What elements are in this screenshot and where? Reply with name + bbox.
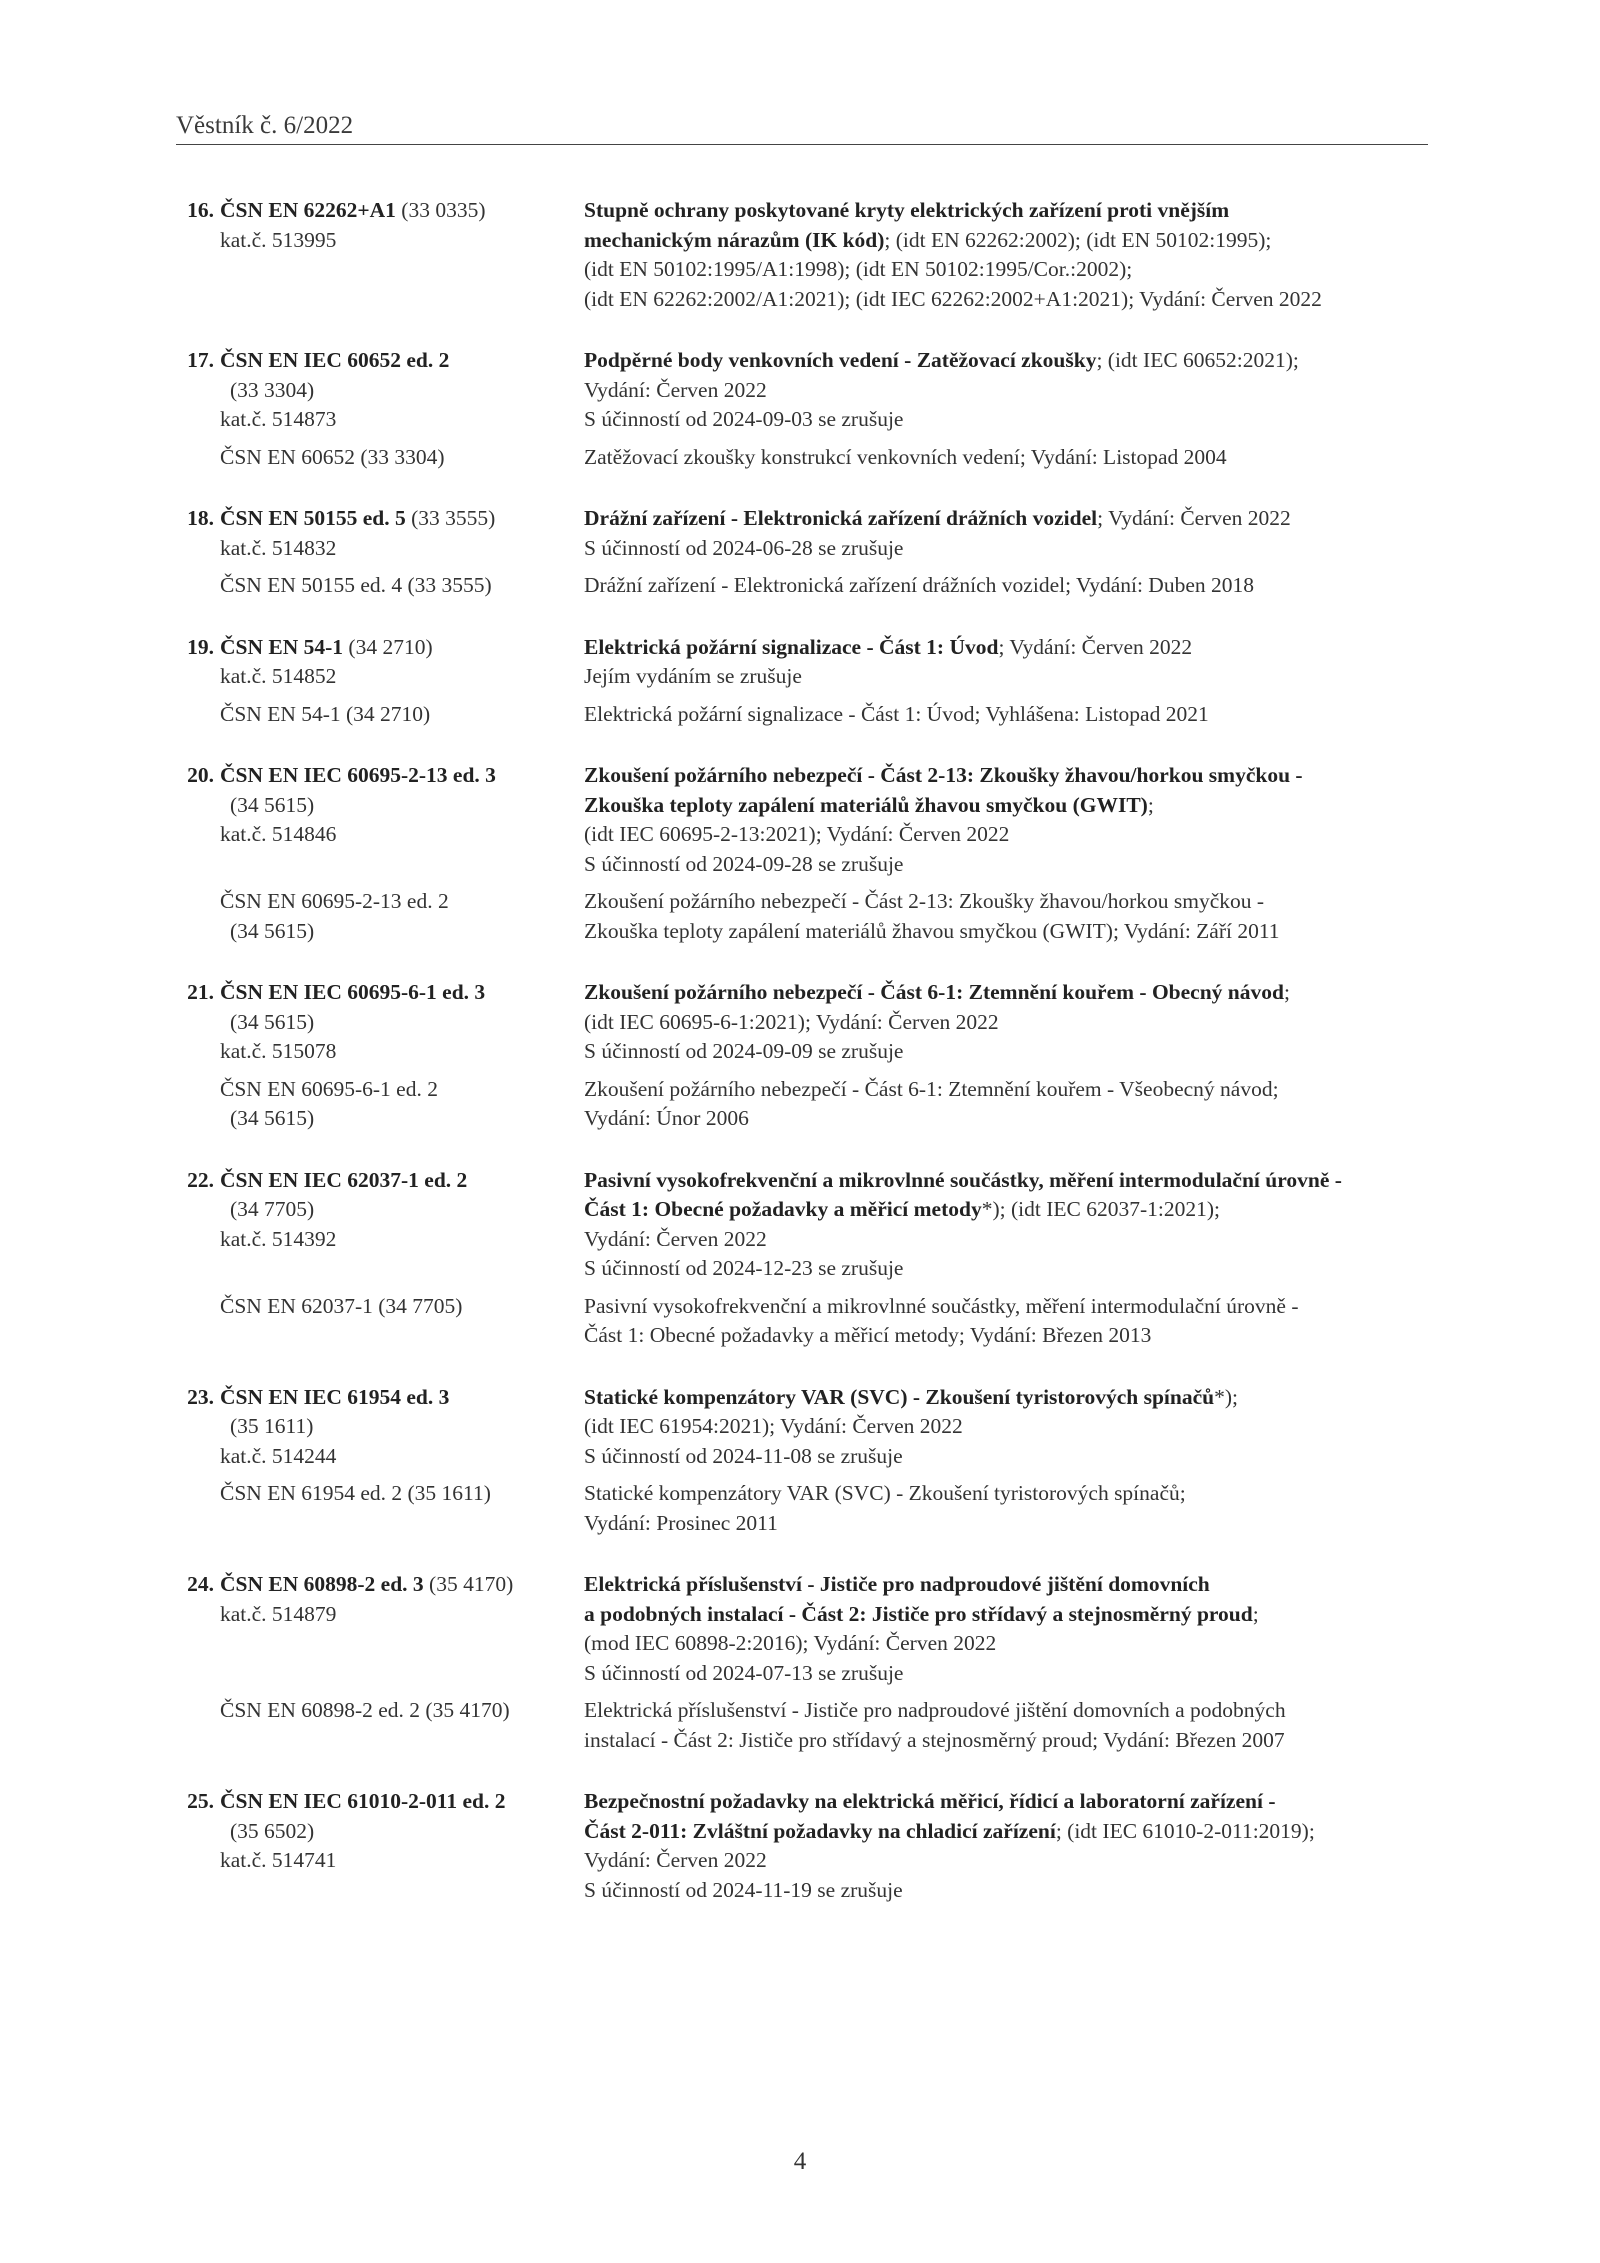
standard-title: mechanickým nárazům (IK kód) [584, 227, 885, 252]
entry-number: 18. [187, 506, 214, 530]
standard-designation [176, 504, 584, 563]
standard-title: Pasivní vysokofrekvenční a mikrovlnné součástky, měření intermodulační úrovně - [584, 1167, 1342, 1192]
standard-description [584, 761, 1456, 879]
designation-text: kat.č. 514741 [220, 1848, 337, 1872]
description-text: S účinností od 2024-11-08 se zrušuje [584, 1443, 903, 1468]
cancelled-description-line: Zkoušení požárního nebezpečí - Část 2-13: Zkoušky žhavou/horkou smyčkou - [584, 889, 1265, 913]
designation-text: kat.č. 514879 [220, 1601, 337, 1626]
description-text: ; (idt EN 62262:2002); (idt EN 50102:1995); [884, 227, 1272, 252]
description-line [584, 1659, 1456, 1689]
standard-description [584, 1166, 1456, 1284]
standard-description [584, 346, 1456, 435]
description-text: ; (idt IEC 61010-2-011:2019); [1055, 1818, 1315, 1843]
cancelled-description [584, 571, 1456, 601]
standard-code: ČSN EN IEC 60695-6-1 ed. 3 [220, 980, 486, 1004]
cancelled-standard-row [176, 700, 1456, 730]
standard-code: ČSN EN 50155 ed. 5 [220, 506, 406, 530]
description-text: ; Vydání: Červen 2022 [1097, 506, 1291, 530]
description-line [584, 1383, 1456, 1413]
standard-title: Část 1: Obecné požadavky a měřicí metody [584, 1197, 982, 1221]
cancelled-designation [176, 1696, 584, 1755]
cancelled-designation [176, 1075, 584, 1134]
designation-text: (35 6502) [230, 1818, 315, 1843]
cancelled-designation [176, 571, 584, 601]
designation-text: kat.č. 514244 [220, 1443, 337, 1468]
description-text: Jejím vydáním se zrušuje [584, 664, 802, 688]
standard-entry [176, 633, 1456, 730]
entry-number: 23. [187, 1384, 214, 1409]
cancelled-standard-row [176, 1075, 1456, 1134]
page-number: 4 [793, 2148, 807, 2175]
designation-line [176, 346, 584, 376]
standard-title: Zkoušení požárního nebezpečí - Část 2-13: Zkoušky žhavou/horkou smyčkou - [584, 763, 1303, 787]
standard-title: Zkouška teploty zapálení materiálů žhavou smyčkou (GWIT) [584, 792, 1148, 817]
description-text: S účinností od 2024-09-03 se zrušuje [584, 407, 904, 431]
standard-designation [176, 761, 584, 879]
page-header [176, 112, 1428, 145]
designation-line [176, 662, 584, 692]
description-line [584, 1600, 1456, 1630]
cancelled-description-line: Elektrická požární signalizace - Část 1: Úvod; Vyhlášena: Listopad 2021 [584, 701, 1209, 726]
description-line [584, 226, 1456, 256]
description-line [584, 1442, 1456, 1472]
standard-title: Část 2-011: Zvláštní požadavky na chladicí zařízení [584, 1818, 1056, 1843]
standard-designation [176, 978, 584, 1067]
standards-list [176, 196, 1456, 1937]
cancelled-description-line: instalací - Část 2: Jističe pro střídavý a stejnosměrný proud; Vydání: Březen 2007 [584, 1727, 1285, 1752]
description-text: *); [1214, 1384, 1238, 1409]
description-line [584, 534, 1456, 564]
new-standard-row [176, 196, 1456, 314]
cancelled-description-line: Statické kompenzátory VAR (SVC) - Zkoušení tyristorových spínačů; [584, 1481, 1186, 1505]
cancelled-designation-line: ČSN EN 62037-1 (34 7705) [220, 1293, 463, 1318]
description-text: Vydání: Červen 2022 [584, 377, 767, 402]
standard-code: ČSN EN 60898-2 ed. 3 [220, 1572, 424, 1596]
description-text: S účinností od 2024-11-19 se zrušuje [584, 1877, 903, 1902]
cancelled-description-line: Elektrická příslušenství - Jističe pro nadproudové jištění domovních a podobných [584, 1698, 1286, 1722]
designation-line [176, 820, 584, 850]
designation-line [176, 405, 584, 435]
designation-line [176, 1817, 584, 1847]
designation-text: kat.č. 513995 [220, 227, 337, 252]
description-line [584, 376, 1456, 406]
description-line [584, 1008, 1456, 1038]
entry-number: 17. [187, 348, 214, 372]
designation-text: kat.č. 514873 [220, 407, 337, 431]
standard-description [584, 1787, 1456, 1905]
designation-line [176, 504, 584, 534]
new-standard-row [176, 1383, 1456, 1472]
cancelled-description-line: Zkouška teploty zapálení materiálů žhavou smyčkou (GWIT); Vydání: Září 2011 [584, 918, 1280, 943]
standard-entry [176, 504, 1456, 601]
standard-description [584, 978, 1456, 1067]
designation-line [176, 1225, 584, 1255]
designation-line [176, 534, 584, 564]
entry-number: 25. [187, 1789, 214, 1813]
standard-designation [176, 346, 584, 435]
description-line [584, 1412, 1456, 1442]
description-line [584, 761, 1456, 791]
description-line [584, 1570, 1456, 1600]
cancelled-description [584, 443, 1456, 473]
standard-code: ČSN EN IEC 61010-2-011 ed. 2 [220, 1789, 506, 1813]
designation-text: (33 0335) [395, 198, 486, 222]
designation-line [176, 1037, 584, 1067]
standard-code: ČSN EN 54-1 [220, 634, 344, 659]
cancelled-description [584, 1292, 1456, 1351]
description-line [584, 1817, 1456, 1847]
cancelled-designation [176, 1292, 584, 1351]
standard-designation [176, 1787, 584, 1905]
cancelled-description [584, 1075, 1456, 1134]
cancelled-designation-line: ČSN EN 61954 ed. 2 (35 1611) [220, 1481, 491, 1505]
description-text: (idt IEC 60695-6-1:2021); Vydání: Červen 2022 [584, 1009, 999, 1034]
cancelled-description [584, 1479, 1456, 1538]
description-line [584, 662, 1456, 692]
standard-entry [176, 1787, 1456, 1905]
standard-code: ČSN EN IEC 61954 ed. 3 [220, 1384, 450, 1409]
cancelled-designation-line: ČSN EN 60652 (33 3304) [220, 444, 445, 469]
cancelled-standard-row [176, 1479, 1456, 1538]
cancelled-description-line: Drážní zařízení - Elektronická zařízení drážních vozidel; Vydání: Duben 2018 [584, 573, 1255, 597]
cancelled-standard-row [176, 887, 1456, 946]
standard-description [584, 633, 1456, 692]
designation-line [176, 761, 584, 791]
designation-text: (34 5615) [230, 792, 315, 817]
description-line [584, 1787, 1456, 1817]
standard-title: Elektrická požární signalizace - Část 1: Úvod [584, 634, 999, 659]
designation-line [176, 226, 584, 256]
description-text: ; Vydání: Červen 2022 [998, 634, 1193, 659]
cancelled-standard-row [176, 443, 1456, 473]
new-standard-row [176, 633, 1456, 692]
description-line [584, 196, 1456, 226]
designation-line [176, 1600, 584, 1630]
description-line [584, 820, 1456, 850]
description-line [584, 504, 1456, 534]
standard-title: Bezpečnostní požadavky na elektrická měřicí, řídicí a laboratorní zařízení - [584, 1789, 1276, 1813]
entry-number: 20. [187, 763, 214, 787]
description-text: ; [1252, 1601, 1259, 1626]
cancelled-designation-line: ČSN EN 54-1 (34 2710) [220, 701, 431, 726]
standard-code: ČSN EN IEC 60695-2-13 ed. 3 [220, 763, 496, 787]
designation-text: (34 5615) [230, 1009, 315, 1034]
new-standard-row [176, 1166, 1456, 1284]
cancelled-description [584, 887, 1456, 946]
designation-line [176, 1008, 584, 1038]
cancelled-designation-line: (34 5615) [230, 1106, 315, 1130]
description-text: (idt IEC 60695-2-13:2021); Vydání: Červen 2022 [584, 822, 1010, 846]
designation-text: kat.č. 514852 [220, 664, 337, 688]
cancelled-description-line: Část 1: Obecné požadavky a měřicí metody; Vydání: Březen 2013 [584, 1323, 1152, 1347]
standard-code: ČSN EN 62262+A1 [220, 198, 396, 222]
cancelled-designation [176, 700, 584, 730]
description-text: (idt EN 50102:1995/A1:1998); (idt EN 50102:1995/Cor.:2002); [584, 257, 1133, 281]
cancelled-description-line: Vydání: Prosinec 2011 [584, 1510, 778, 1535]
designation-line [176, 1195, 584, 1225]
new-standard-row [176, 1570, 1456, 1688]
cancelled-designation-line: ČSN EN 60695-6-1 ed. 2 [220, 1076, 438, 1101]
description-text: S účinností od 2024-12-23 se zrušuje [584, 1256, 904, 1280]
description-text: ; [1147, 792, 1154, 817]
designation-line [176, 1570, 584, 1600]
standard-title: Statické kompenzátory VAR (SVC) - Zkoušení tyristorových spínačů [584, 1384, 1215, 1409]
description-line [584, 633, 1456, 663]
cancelled-standard-row [176, 1696, 1456, 1755]
cancelled-designation [176, 887, 584, 946]
standard-title: Elektrická příslušenství - Jističe pro nadproudové jištění domovních [584, 1572, 1210, 1596]
description-text: (mod IEC 60898-2:2016); Vydání: Červen 2022 [584, 1631, 997, 1655]
standard-title: a podobných instalací - Část 2: Jističe pro střídavý a stejnosměrný proud [584, 1601, 1253, 1626]
description-text: ; [1283, 980, 1290, 1004]
new-standard-row [176, 978, 1456, 1067]
standard-code: ČSN EN IEC 60652 ed. 2 [220, 348, 450, 372]
standard-code: ČSN EN IEC 62037-1 ed. 2 [220, 1167, 468, 1192]
cancelled-designation-line: ČSN EN 50155 ed. 4 (33 3555) [220, 573, 492, 597]
designation-line [176, 791, 584, 821]
description-line [584, 1876, 1456, 1906]
new-standard-row [176, 346, 1456, 435]
description-text: Vydání: Červen 2022 [584, 1848, 767, 1872]
cancelled-description [584, 700, 1456, 730]
cancelled-designation-line: (34 5615) [230, 918, 315, 943]
cancelled-standard-row [176, 1292, 1456, 1351]
standard-description [584, 504, 1456, 563]
description-line [584, 1195, 1456, 1225]
new-standard-row [176, 761, 1456, 879]
description-text: S účinností od 2024-06-28 se zrušuje [584, 535, 904, 560]
designation-text: (34 7705) [230, 1197, 315, 1221]
standard-entry [176, 978, 1456, 1134]
standard-title: Drážní zařízení - Elektronická zařízení drážních vozidel [584, 506, 1098, 530]
cancelled-designation [176, 443, 584, 473]
standard-entry [176, 1166, 1456, 1351]
designation-line [176, 978, 584, 1008]
new-standard-row [176, 504, 1456, 563]
cancelled-standard-row [176, 571, 1456, 601]
description-line [584, 978, 1456, 1008]
designation-text: (35 4170) [423, 1572, 514, 1596]
designation-text: (34 2710) [343, 634, 433, 659]
designation-text: kat.č. 514392 [220, 1226, 337, 1251]
description-text: S účinností od 2024-09-28 se zrušuje [584, 851, 904, 876]
standard-description [584, 1570, 1456, 1688]
description-line [584, 1225, 1456, 1255]
description-line [584, 791, 1456, 821]
standard-designation [176, 633, 584, 692]
standard-description [584, 196, 1456, 314]
designation-text: (33 3555) [405, 506, 496, 530]
standard-entry [176, 1570, 1456, 1755]
description-line [584, 346, 1456, 376]
cancelled-description-line: Zatěžovací zkoušky konstrukcí venkovních vedení; Vydání: Listopad 2004 [584, 444, 1227, 469]
designation-text: kat.č. 515078 [220, 1039, 337, 1063]
description-line [584, 255, 1456, 285]
cancelled-description-line: Vydání: Únor 2006 [584, 1106, 749, 1130]
description-line [584, 1254, 1456, 1284]
standard-entry [176, 1383, 1456, 1539]
bulletin-title: Věstník č. 6/2022 [176, 112, 354, 139]
standard-description [584, 1383, 1456, 1472]
designation-line [176, 633, 584, 663]
designation-text: (35 1611) [230, 1414, 314, 1438]
cancelled-designation [176, 1479, 584, 1538]
standard-designation [176, 196, 584, 314]
description-text: Vydání: Červen 2022 [584, 1226, 767, 1251]
cancelled-description-line: Zkoušení požárního nebezpečí - Část 6-1: Ztemnění kouřem - Všeobecný návod; [584, 1076, 1279, 1101]
entry-number: 19. [187, 634, 214, 659]
entry-number: 22. [187, 1167, 214, 1192]
description-line [584, 1846, 1456, 1876]
designation-line [176, 1166, 584, 1196]
entry-number: 24. [187, 1572, 214, 1596]
designation-text: (33 3304) [230, 377, 315, 402]
designation-line [176, 1412, 584, 1442]
description-text: S účinností od 2024-07-13 se zrušuje [584, 1660, 904, 1685]
standard-designation [176, 1570, 584, 1688]
designation-line [176, 1442, 584, 1472]
entry-number: 21. [187, 980, 214, 1004]
description-line [584, 1037, 1456, 1067]
standard-title: Stupně ochrany poskytované kryty elektrických zařízení proti vnějším [584, 198, 1230, 222]
new-standard-row [176, 1787, 1456, 1905]
standard-entry [176, 196, 1456, 314]
cancelled-description [584, 1696, 1456, 1755]
standard-designation [176, 1383, 584, 1472]
standard-designation [176, 1166, 584, 1284]
standard-entry [176, 346, 1456, 472]
standard-title: Podpěrné body venkovních vedení - Zatěžovací zkoušky [584, 348, 1097, 372]
designation-line [176, 1383, 584, 1413]
description-text: (idt IEC 61954:2021); Vydání: Červen 2022 [584, 1414, 963, 1438]
standard-entry [176, 761, 1456, 946]
designation-text: kat.č. 514846 [220, 822, 337, 846]
entry-number: 16. [187, 198, 214, 222]
description-line [584, 850, 1456, 880]
designation-text: kat.č. 514832 [220, 535, 337, 560]
cancelled-designation-line: ČSN EN 60695-2-13 ed. 2 [220, 889, 449, 913]
designation-line [176, 196, 584, 226]
description-line [584, 405, 1456, 435]
description-line [584, 1166, 1456, 1196]
description-line [584, 1629, 1456, 1659]
cancelled-description-line: Pasivní vysokofrekvenční a mikrovlnné součástky, měření intermodulační úrovně - [584, 1293, 1299, 1318]
designation-line [176, 376, 584, 406]
description-line [584, 285, 1456, 315]
designation-line [176, 1846, 584, 1876]
standard-title: Zkoušení požárního nebezpečí - Část 6-1: Ztemnění kouřem - Obecný návod [584, 980, 1284, 1004]
designation-line [176, 1787, 584, 1817]
description-text: (idt EN 62262:2002/A1:2021); (idt IEC 62262:2002+A1:2021); Vydání: Červen 2022 [584, 286, 1322, 311]
description-text: ; (idt IEC 60652:2021); [1096, 348, 1299, 372]
cancelled-designation-line: ČSN EN 60898-2 ed. 2 (35 4170) [220, 1698, 510, 1722]
description-text: S účinností od 2024-09-09 se zrušuje [584, 1039, 904, 1063]
description-text: *); (idt IEC 62037-1:2021); [981, 1197, 1220, 1221]
